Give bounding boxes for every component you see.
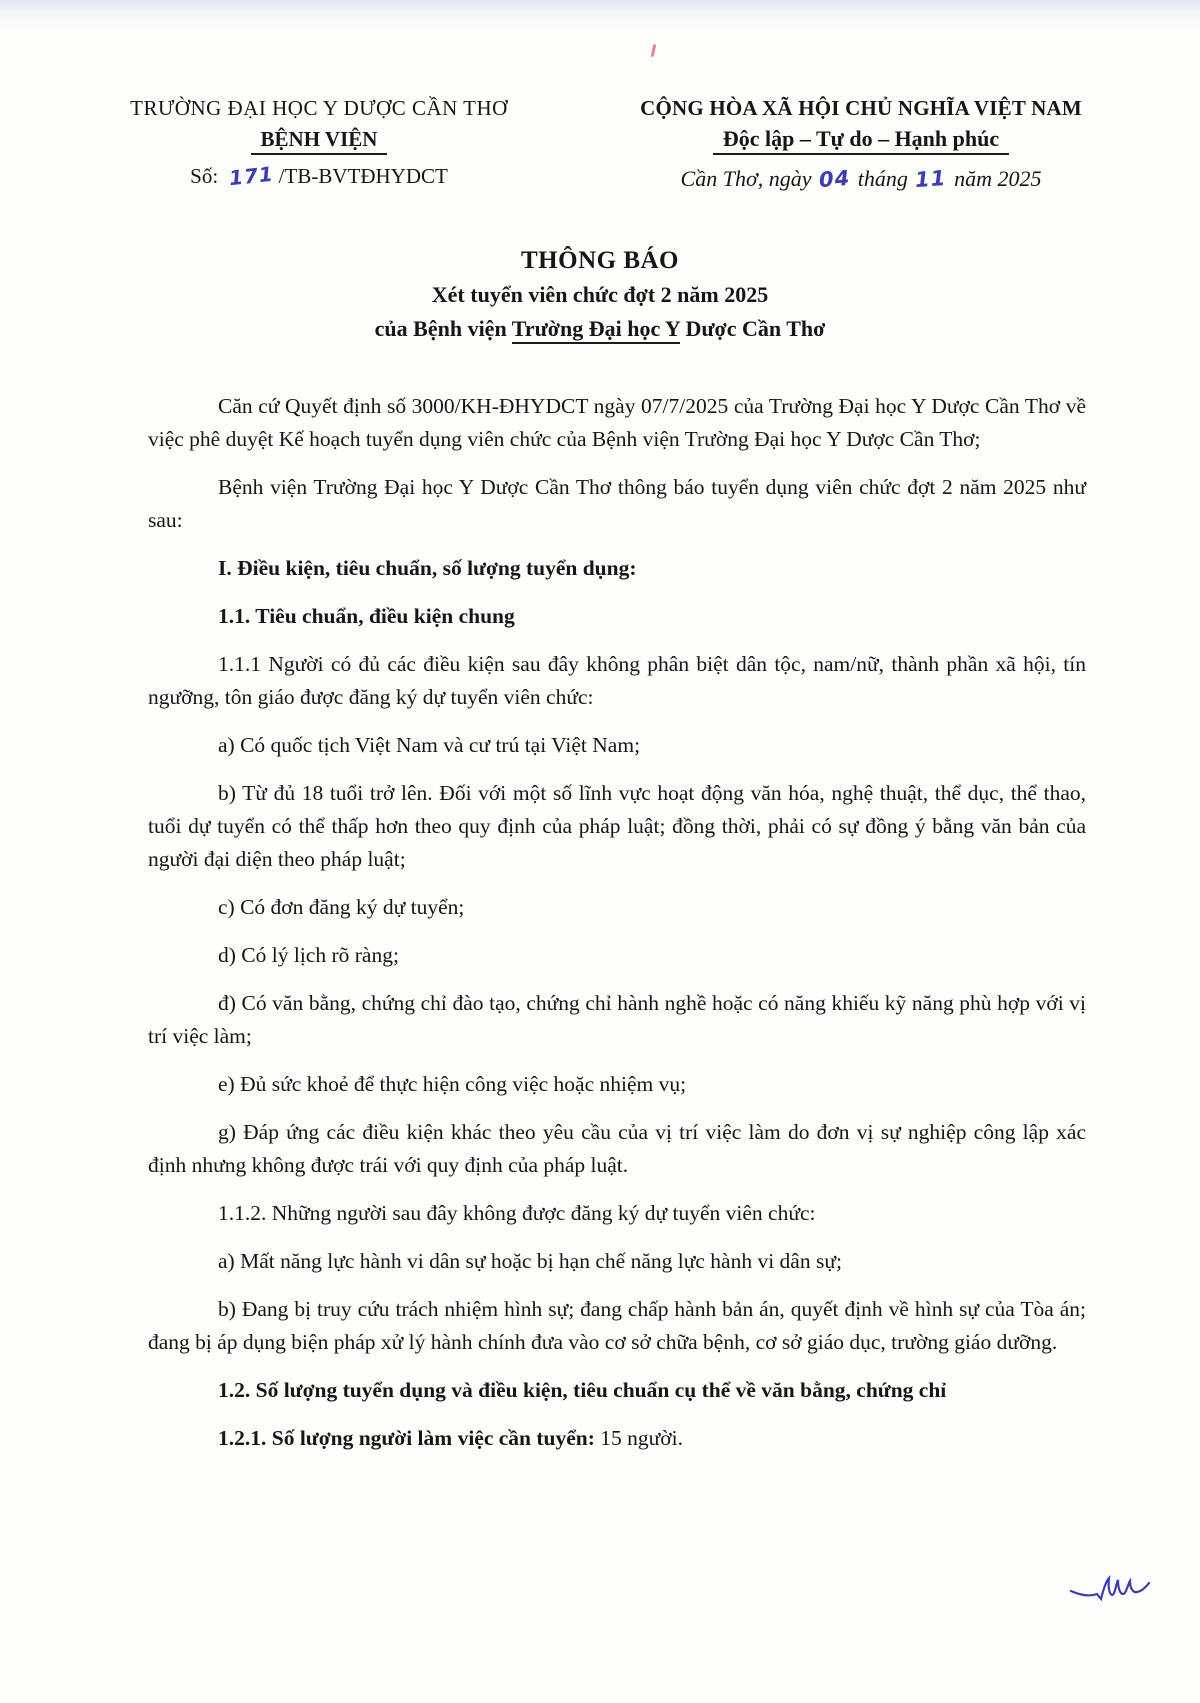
date-suffix: năm 2025 [954,166,1042,191]
list-item-g: g) Đáp ứng các điều kiện khác theo yêu cầu của vị trí việc làm do đơn vị sự nghiệp công lập xác định nhưng không được trái với quy định của pháp luật. [148,1120,1086,1177]
section-heading-1-2: 1.2. Số lượng tuyển dụng và điều kiện, tiêu chuẩn cụ thể về văn bằng, chứng chỉ [218,1378,947,1402]
section-heading-1-1-2: 1.1.2. Những người sau đây không được đăng ký dự tuyển viên chức: [218,1201,816,1225]
list-item-d: d) Có lý lịch rõ ràng; [218,943,399,967]
heading-1-2-1-value: 15 người. [594,1426,684,1450]
list-item-c: c) Có đơn đăng ký dự tuyển; [218,895,465,919]
list-item-b: b) Từ đủ 18 tuổi trở lên. Đối với một số lĩnh vực hoạt động văn hóa, nghệ thuật, thể dục, thể thao, tuổi dự tuyển có thể thấp hơn theo quy định của pháp luật; đồng thời, phải có sự đồng ý bằng văn bản của người đại diện theo pháp luật; [148,781,1086,871]
date-thang: tháng [857,166,908,191]
paragraph: 1.1.1 Người có đủ các điều kiện sau đây không phân biệt dân tộc, nam/nữ, thành phần xã hội, tín ngưỡng, tôn giáo được đăng ký dự tuyển viên chức: [148,652,1086,709]
subtitle2-underlined: Trường Đại học Y [512,316,680,344]
subtitle2-prefix: của Bệnh viện [374,316,512,341]
list-item-a2: a) Mất năng lực hành vi dân sự hoặc bị hạn chế năng lực hành vi dân sự; [218,1249,842,1273]
handwritten-day: 04 [818,165,852,193]
national-motto-block [574,96,1148,192]
document-title-block [0,244,1200,346]
date-prefix: Cần Thơ, ngày [680,166,812,191]
section-heading-1-2-1 [148,1422,1086,1455]
country-title: CỘNG HÒA XÃ HỘI CHỦ NGHĨA VIỆT NAM [640,96,1082,120]
document-body [0,390,1200,1455]
paragraph: Căn cứ Quyết định số 3000/KH-ĐHYDCT ngày 07/7/2025 của Trường Đại học Y Dược Cần Thơ về việc phê duyệt Kế hoạch tuyển dụng viên chức của Bệnh viện Trường Đại học Y Dược Cần Thơ; [148,394,1086,451]
list-item-b2: b) Đang bị truy cứu trách nhiệm hình sự; đang chấp hành bản án, quyết định về hình sự của Tòa án; đang bị áp dụng biện pháp xử lý hành chính đưa vào cơ sở chữa bệnh, cơ sở giáo dục, trường giáo dưỡng. [148,1297,1086,1354]
paragraph: Bệnh viện Trường Đại học Y Dược Cần Thơ thông báo tuyển dụng viên chức đợt 2 năm 2025 như sau: [148,475,1086,532]
document-number-line [84,161,554,191]
list-item-a: a) Có quốc tịch Việt Nam và cư trú tại Việt Nam; [218,733,641,757]
heading-1-2-1-bold: 1.2.1. Số lượng người làm việc cần tuyển: [218,1426,595,1450]
handwritten-month: 11 [914,165,948,193]
national-motto [574,126,1148,155]
section-heading-I: I. Điều kiện, tiêu chuẩn, số lượng tuyển dụng: [218,556,637,580]
subtitle2-suffix: Dược Cần Thơ [679,316,826,341]
document-subtitle: Xét tuyển viên chức đợt 2 năm 2025 [431,282,769,307]
issuing-org-block [84,96,554,189]
document-subtitle-2 [0,312,1200,346]
list-item-dd: đ) Có văn bằng, chứng chỉ đào tạo, chứng chỉ hành nghề hoặc có năng khiếu kỹ năng phù hợp với vị trí việc làm; [148,991,1086,1048]
place-date-line [574,166,1148,192]
document-header [0,0,1200,192]
document-title: THÔNG BÁO [521,247,679,274]
section-heading-1-1: 1.1. Tiêu chuẩn, điều kiện chung [218,604,515,628]
list-item-e: e) Đủ sức khoẻ để thực hiện công việc hoặc nhiệm vụ; [218,1072,687,1096]
org-unit-underlined: BỆNH VIỆN [251,127,388,155]
motto-underlined: Độc lập – Tự do – Hạnh phúc [713,126,1009,155]
org-name: TRƯỜNG ĐẠI HỌC Y DƯỢC CẦN THƠ [130,96,508,120]
handwritten-doc-number: 171 [227,161,275,191]
so-label: Số: [190,164,219,188]
handwritten-initial-icon [1068,1574,1152,1612]
doc-number-suffix: /TB-BVTĐHYDCT [278,164,448,188]
org-unit [84,127,554,155]
